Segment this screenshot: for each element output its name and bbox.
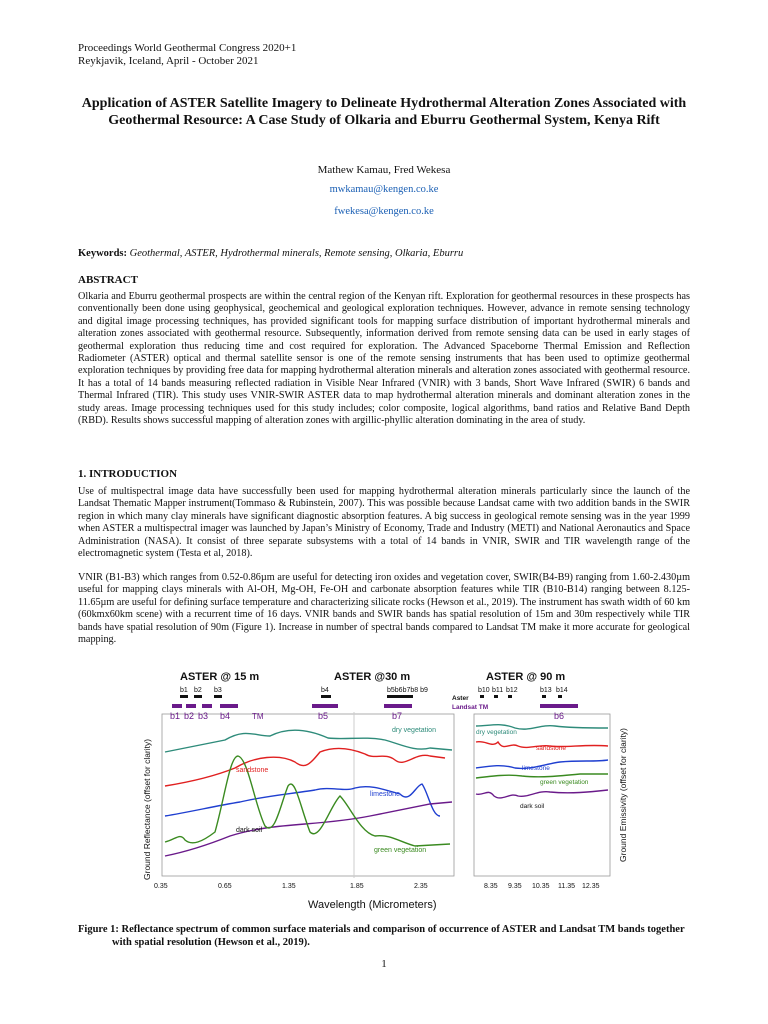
tm-label-b5: b5 (318, 711, 329, 721)
tir-label-sandstone: sandstone (536, 745, 566, 752)
tm-label-b1: b1 (170, 711, 181, 721)
author-email-1[interactable]: mwkamau@kengen.co.ke (329, 184, 439, 195)
aster-mark-b13 (542, 695, 546, 698)
xtick-0-65: 0.65 (218, 883, 232, 890)
xtick-1-85: 1.85 (350, 883, 364, 890)
paper-title: Application of ASTER Satellite Imagery to Delineate Hydrothermal Alteration Zones Associated with Geothermal Resource: A Case Study of Olkaria and Eburru Geothermal System, Kenya Rift (81, 96, 687, 128)
tm-label: TM (252, 712, 264, 721)
tm-label-b3: b3 (198, 711, 209, 721)
xtick-2-35: 2.35 (414, 883, 428, 890)
author-list: Mathew Kamau, Fred Wekesa (317, 164, 451, 176)
aster-mark-b4 (321, 695, 331, 698)
tir-curve-dark-soil (476, 790, 608, 798)
aster-band-b3: b3 (214, 687, 222, 694)
xtick-8-35: 8.35 (484, 883, 498, 890)
aster-band-b10: b10 (478, 687, 490, 694)
keywords-line (78, 248, 690, 259)
figure-1-spectra (130, 656, 650, 916)
xtick-9-35: 9.35 (508, 883, 522, 890)
aster-mark-b2 (194, 695, 202, 698)
tir-label-dark-soil: dark soil (520, 803, 545, 810)
keywords-text: Geothermal, ASTER, Hydrothermal minerals, Remote sensing, Olkaria, Eburru (129, 248, 464, 259)
tm-bar-b6 (540, 704, 578, 708)
author-email-2[interactable]: fwekesa@kengen.co.ke (334, 206, 434, 217)
conference-name: Proceedings World Geothermal Congress 2020+1 (78, 42, 297, 54)
xtick-0-35: 0.35 (154, 883, 168, 890)
aster-band-b4: b4 (321, 687, 329, 694)
tir-curve-green-vegetation (476, 774, 608, 778)
abstract-text: Olkaria and Eburru geothermal prospects are within the central region of the Kenyan rift. Exploration for geothermal resources in these prospects has conventionally been done using geophysical, geochemical and geological exploration techniques. However, advance in remote sensing technology and digital image processing techniques, has provided significant tools for mapping surface distribution of important hydrothermal minerals and alteration zones associated with geothermal resource. Subsequently, information derived from remote sensing data can be used in early stages of geothermal exploration thus reducing time and cost required for exploration. The Advanced Spaceborne Thermal Emission and Reflection Radiometer (ASTER) optical and thermal satellite sensor is one of the remote sensing instruments that has been used to optimize geothermal exploration techniques by providing free data for mapping hydrothermal alteration minerals and alteration zones associated with geothermal resource. It has a total of 14 bands measuring reflected radiation in Visible Near Infrared (VNIR) with 3 bands, Short Wave Infrared (SWIR) 6 bands and Thermal Infrared (TIR). This study uses VNIR-SWIR ASTER data to map hydrothermal alteration minerals and dominant alteration zones in the study areas. Image processing techniques used for this study includes; color composite, logical algorithms, band ratios and Relative Band Depth (RBD). Results shows successful mapping of alteration zones with argillic-phyllic alteration dominating in the area of study. (78, 291, 690, 427)
conference-location: Reykjavik, Iceland, April - October 2021 (78, 55, 259, 67)
tm-bar-b7 (384, 704, 412, 708)
page-number: 1 (381, 958, 387, 970)
xticks-right (484, 883, 600, 890)
aster-mark-b5-b9 (387, 695, 413, 698)
xtick-1-35: 1.35 (282, 883, 296, 890)
aster-mark-b14 (558, 695, 562, 698)
landsat-row-label: Landsat TM (452, 704, 489, 711)
introduction-paragraph-1: Use of multispectral image data have successfully been used for mapping hydrothermal alteration minerals particularly since the launch of the Landsat Thematic Mapper instrument(Tommaso & Rubinstein, 2007). This was possible because Landsat came with two addition bands in the SWIR region in which many clay minerals have significant diagnostic absorption features. A big success in geological remote sensing was in the year 1999 when ASTER a multispectral imager was launched by Japan’s Ministry of Economy, Trade and Industry (METI) and National Aeronautics and Space Administration (NASA). It consist of three separate subsystems with a total of 14 bands in VNIR, SWIR and TIR wavelength range of the electromagnetic system (Testa et al, 2018). (78, 486, 690, 560)
tir-label-dry-vegetation: dry vegetation (476, 729, 517, 736)
figure-1-caption: Figure 1: Reflectance spectrum of common surface materials and comparison of occurrence of ASTER and Landsat TM bands together with spatial resolution (Hewson et al., 2019). (78, 924, 685, 948)
xtick-12-35: 12.35 (582, 883, 600, 890)
header-15m: ASTER @ 15 m (180, 671, 260, 683)
introduction-paragraph-2: VNIR (B1-B3) which ranges from 0.52-0.86µm are useful for detecting iron oxides and vegetation cover, SWIR(B4-B9) ranging from 1.60-2.430µm useful for mapping clays minerals with Al-OH, Mg-OH, Fe-OH and carbonate absorption features while TIR (B10-B14) ranging between 8.125-11.65µm are useful for defining surface temperature and characterizing silicate rocks (Hewson et al., 2019). The instrument has swath width of 60 km (60kmx60km scene) with a recurrent time of 16 days. VNIR bands and SWIR bands has spatial resolution of 15m and 30m respectively while TIR bands have spatial resolution of 90m (Figure 1). Increase in number of spectral bands compared to Landsat TM make it more accurate for geological mapping. (78, 572, 690, 646)
tm-label-b4: b4 (220, 711, 231, 721)
abstract-heading: ABSTRACT (78, 274, 138, 286)
curve-sandstone (165, 748, 445, 786)
tm-bar-b1 (172, 704, 182, 708)
label-sandstone: sandstone (236, 767, 269, 774)
xtick-11-35: 11.35 (558, 883, 575, 890)
curve-green-vegetation (165, 756, 450, 846)
header-90m: ASTER @ 90 m (486, 671, 566, 683)
header-30m: ASTER @30 m (334, 671, 411, 683)
aster-band-b5-b9: b5b6b7b8 b9 (387, 687, 428, 694)
tm-band-bars (172, 704, 578, 708)
tm-band-labels (170, 711, 564, 721)
tm-bar-b2 (186, 704, 196, 708)
xlabel: Wavelength (Micrometers) (308, 899, 437, 911)
aster-mark-b3 (214, 695, 222, 698)
ylabel-right: Ground Emissivity (offset for clarity) (618, 728, 628, 862)
tm-bar-b3 (202, 704, 212, 708)
tm-label-b7: b7 (392, 711, 403, 721)
aster-row-label: Aster (452, 695, 469, 702)
tm-label-b2: b2 (184, 711, 195, 721)
aster-band-b12: b12 (506, 687, 518, 694)
conference-header (78, 42, 296, 68)
aster-mark-b1 (180, 695, 188, 698)
tir-label-green-vegetation: green vegetation (540, 779, 589, 786)
aster-mark-b11 (494, 695, 498, 698)
aster-band-marks (180, 695, 562, 698)
label-limestone: limestone (370, 791, 400, 798)
label-dark-soil: dark soil (236, 827, 263, 834)
spectra-figure-svg (130, 656, 650, 916)
aster-mark-b12 (508, 695, 512, 698)
tir-label-limestone: limestone (522, 765, 550, 772)
tm-bar-b5 (312, 704, 338, 708)
introduction-heading: 1. INTRODUCTION (78, 468, 178, 480)
aster-band-b11: b11 (492, 687, 504, 694)
xtick-10-35: 10.35 (532, 883, 550, 890)
label-green-vegetation: green vegetation (374, 847, 427, 854)
keywords-label: Keywords: (78, 248, 127, 259)
ylabel-left: Ground Reflectance (offset for clarity) (142, 738, 152, 880)
aster-band-b1: b1 (180, 687, 188, 694)
aster-band-b13: b13 (540, 687, 552, 694)
right-panel-frame (474, 714, 610, 876)
label-dry-vegetation: dry vegetation (392, 727, 436, 734)
aster-band-b14: b14 (556, 687, 568, 694)
left-curves (165, 730, 452, 856)
aster-band-b2: b2 (194, 687, 202, 694)
tm-label-b6: b6 (554, 711, 565, 721)
xticks-left (154, 883, 428, 890)
aster-mark-b10 (480, 695, 484, 698)
tm-bar-b4 (220, 704, 238, 708)
